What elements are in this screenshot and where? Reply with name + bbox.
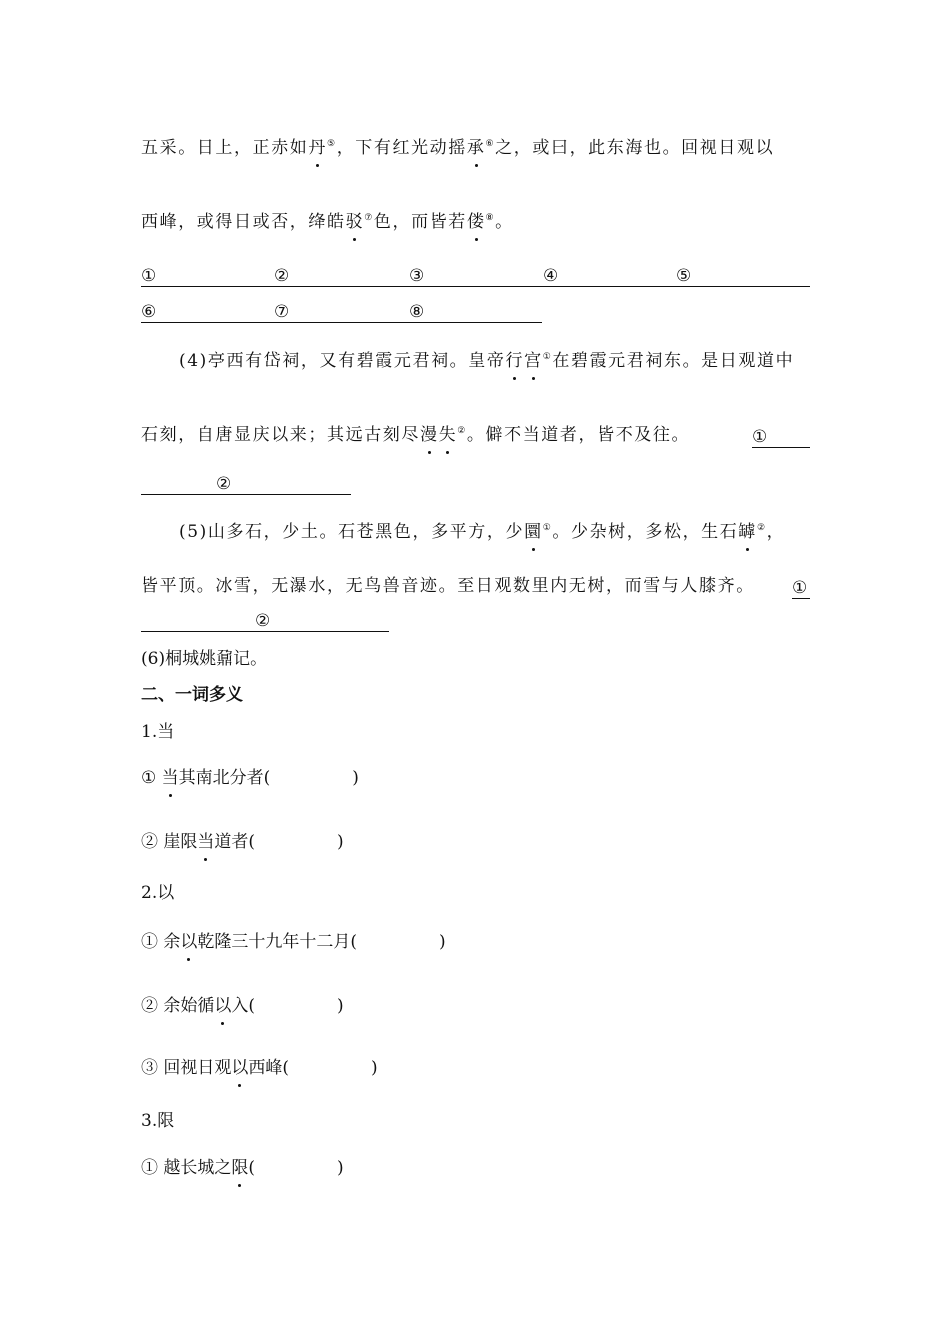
question-item: ② 余始循以入( ) bbox=[141, 996, 344, 1016]
key-word: 以 bbox=[231, 1058, 249, 1078]
question-label: 3.限 bbox=[141, 1111, 175, 1131]
question-label: 2.以 bbox=[141, 883, 175, 903]
key-word: 以 bbox=[214, 996, 232, 1016]
passage-signature: (6)桐城姚鼐记。 bbox=[141, 649, 268, 669]
blank-number: ① bbox=[792, 578, 808, 598]
footnote-marker: ⑧ bbox=[485, 213, 496, 223]
footnote-marker: ② bbox=[756, 523, 767, 533]
answer-blank[interactable] bbox=[752, 423, 810, 448]
passage-line: 石刻，自唐显庆以来；其远古刻尽漫失②。僻不当道者，皆不及往。 bbox=[141, 425, 691, 445]
blank-number: ⑥ bbox=[141, 302, 157, 322]
blank-number: ④ bbox=[543, 266, 559, 286]
footnote-marker: ⑦ bbox=[364, 213, 374, 223]
key-word: 限 bbox=[231, 1158, 249, 1178]
passage-line: (5)山多石，少土。石苍黑色，多平方，少圜①。少杂树，多松，生石罅②， bbox=[179, 522, 786, 542]
annotated-word: 行 bbox=[505, 351, 525, 371]
blank-number: ⑤ bbox=[676, 266, 692, 286]
key-word: 当 bbox=[161, 768, 179, 788]
annotated-word: 失 bbox=[438, 425, 458, 445]
annotated-word: 驳 bbox=[345, 212, 365, 232]
section-title: 二、一词多义 bbox=[141, 685, 243, 705]
footnote-marker: ⑤ bbox=[327, 139, 337, 149]
question-item: ① 当其南北分者( ) bbox=[141, 768, 359, 788]
question-item: ② 崖限当道者( ) bbox=[141, 832, 344, 852]
footnote-marker: ② bbox=[457, 426, 467, 436]
annotated-word: 偻 bbox=[466, 212, 486, 232]
question-item: ③ 回视日观以西峰( ) bbox=[141, 1058, 378, 1078]
key-word: 当 bbox=[197, 832, 215, 852]
annotated-word: 丹 bbox=[308, 138, 328, 158]
answer-blank-row[interactable] bbox=[141, 262, 810, 287]
answer-blank[interactable] bbox=[792, 574, 810, 599]
blank-number: ③ bbox=[409, 266, 425, 286]
blank-number: ⑧ bbox=[409, 302, 425, 322]
blank-number: ② bbox=[216, 474, 232, 494]
blank-number: ② bbox=[274, 266, 290, 286]
blank-number: ⑦ bbox=[274, 302, 290, 322]
passage-line: 皆平顶。冰雪，无瀑水，无鸟兽音迹。至日观数里内无树，而雪与人膝齐。 bbox=[141, 576, 755, 596]
footnote-marker: ① bbox=[542, 523, 553, 533]
answer-blank-row[interactable] bbox=[141, 298, 542, 323]
passage-line: 五采。日上，正赤如丹⑤，下有红光动摇承⑥之，或曰，此东海也。回视日观以 bbox=[141, 138, 775, 158]
question-label: 1.当 bbox=[141, 722, 175, 742]
annotated-word: 圜 bbox=[524, 522, 543, 542]
footnote-marker: ⑥ bbox=[485, 139, 496, 149]
annotated-word: 漫 bbox=[420, 425, 439, 445]
answer-blank[interactable] bbox=[141, 607, 389, 632]
key-word: 以 bbox=[180, 932, 198, 952]
blank-number: ② bbox=[255, 611, 271, 631]
passage-line: (4)亭西有岱祠，又有碧霞元君祠。皇帝行宫①在碧霞元君祠东。是日观道中 bbox=[179, 351, 795, 371]
blank-number: ① bbox=[752, 427, 768, 447]
annotated-word: 宫 bbox=[524, 351, 543, 371]
annotated-word: 承 bbox=[466, 138, 486, 158]
question-item: ① 余以乾隆三十九年十二月( ) bbox=[141, 932, 446, 952]
question-item: ① 越长城之限( ) bbox=[141, 1158, 344, 1178]
passage-line: 西峰，或得日或否，绛皓驳⑦色，而皆若偻⑧。 bbox=[141, 212, 514, 232]
annotated-word: 罅 bbox=[738, 522, 757, 542]
footnote-marker: ① bbox=[542, 352, 553, 362]
answer-blank[interactable] bbox=[141, 470, 351, 495]
blank-number: ① bbox=[141, 266, 157, 286]
